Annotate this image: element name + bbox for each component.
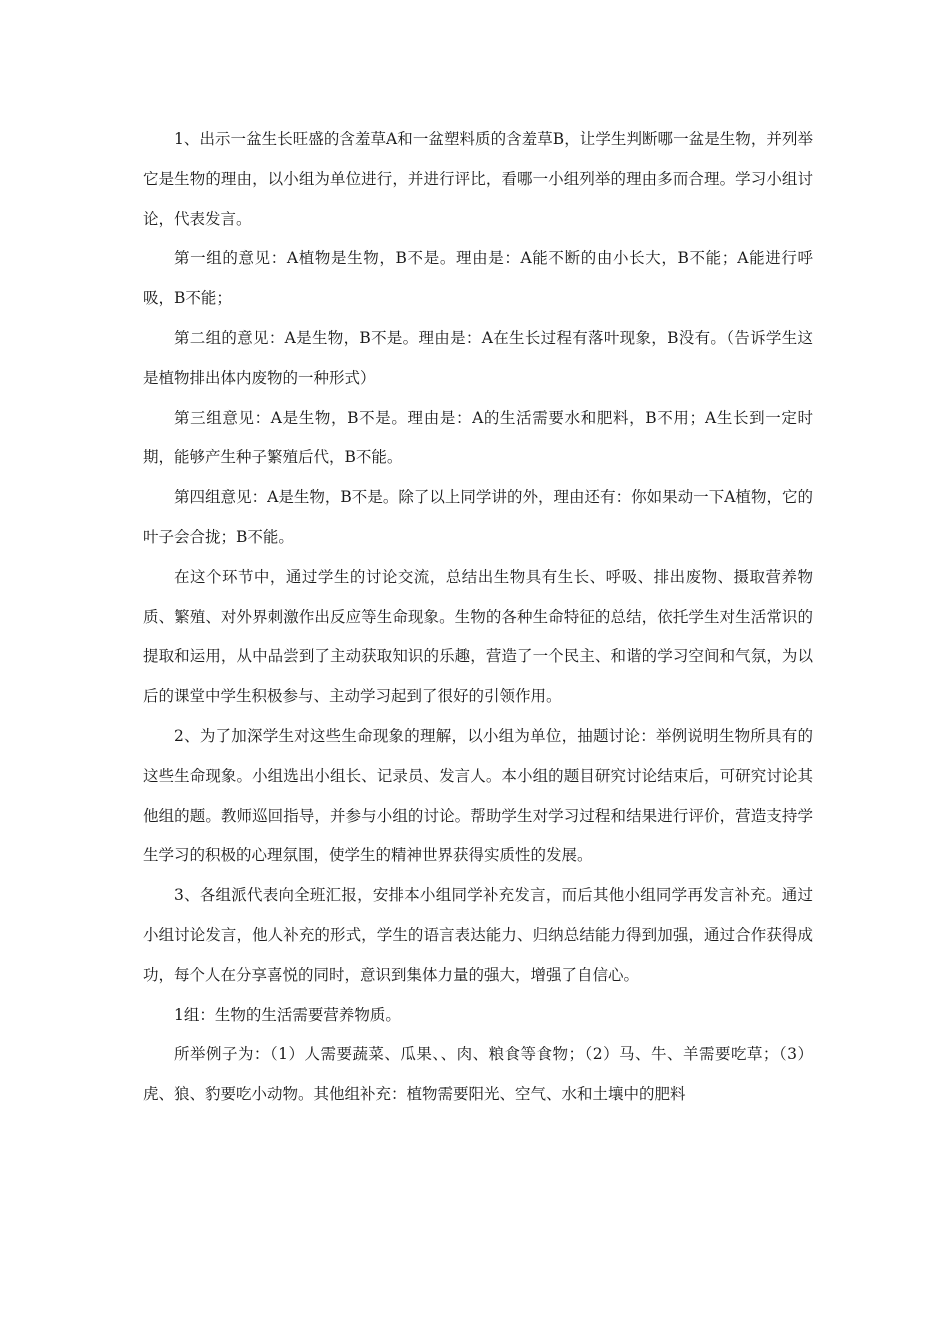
paragraph-group-1-topic: 1组：生物的生活需要营养物质。 bbox=[174, 1005, 401, 1024]
paragraph-2: 2、为了加深学生对这些生命现象的理解，以小组为单位，抽题讨论：举例说明生物所具有的这些生命现象。小组选出小组长、记录员、发言人。本小组的题目研究讨论结束后，可研究讨论其他组的题。教师巡回指导，并参与小组的讨论。帮助学生对学习过程和结果进行评价，营造支持学生学习的积极的心理氛围，使学生的精神世界获得实质性的发展。 bbox=[143, 726, 813, 865]
paragraph-group-4-opinion: 第四组意见：A是生物，B不是。除了以上同学讲的外，理由还有：你如果动一下A植物，它的叶子会合拢；B不能。 bbox=[143, 488, 813, 546]
paragraph-group-1-opinion: 第一组的意见：A植物是生物，B不是。理由是：A能不断的由小长大，B不能；A能进行呼吸，B不能； bbox=[143, 249, 813, 308]
paragraph-group-3-opinion: 第三组意见：A是生物，B不是。理由是：A的生活需要水和肥料，B不用；A生长到一定时期，能够产生种子繁殖后代，B不能。 bbox=[143, 408, 813, 467]
paragraph-group-2-opinion: 第二组的意见：A是生物，B不是。理由是：A在生长过程有落叶现象，B没有。（告诉学生这是植物排出体内废物的一种形式） bbox=[143, 328, 813, 387]
document-body bbox=[143, 120, 813, 1115]
paragraph-1: 1、出示一盆生长旺盛的含羞草A和一盆塑料质的含羞草B，让学生判断哪一盆是生物，并列举它是生物的理由，以小组为单位进行，并进行评比，看哪一小组列举的理由多而合理。学习小组讨论，代表发言。 bbox=[143, 130, 813, 228]
paragraph-summary: 在这个环节中，通过学生的讨论交流，总结出生物具有生长、呼吸、排出废物、摄取营养物质、繁殖、对外界刺激作出反应等生命现象。生物的各种生命特征的总结，依托学生对生活常识的提取和运用，从中品尝到了主动获取知识的乐趣，营造了一个民主、和谐的学习空间和气氛，为以后的课堂中学生积极参与、主动学习起到了很好的引领作用。 bbox=[143, 567, 813, 706]
paragraph-examples: 所举例子为：（1）人需要蔬菜、瓜果、、肉、粮食等食物；（2）马、牛、羊需要吃草；（3）虎、狼、豹要吃小动物。其他组补充：植物需要阳光、空气、水和土壤中的肥料 bbox=[143, 1045, 813, 1104]
paragraph-3: 3、各组派代表向全班汇报，安排本小组同学补充发言，而后其他小组同学再发言补充。通过小组讨论发言，他人补充的形式，学生的语言表达能力、归纳总结能力得到加强，通过合作获得成功，每个人在分享喜悦的同时，意识到集体力量的强大，增强了自信心。 bbox=[143, 886, 813, 984]
